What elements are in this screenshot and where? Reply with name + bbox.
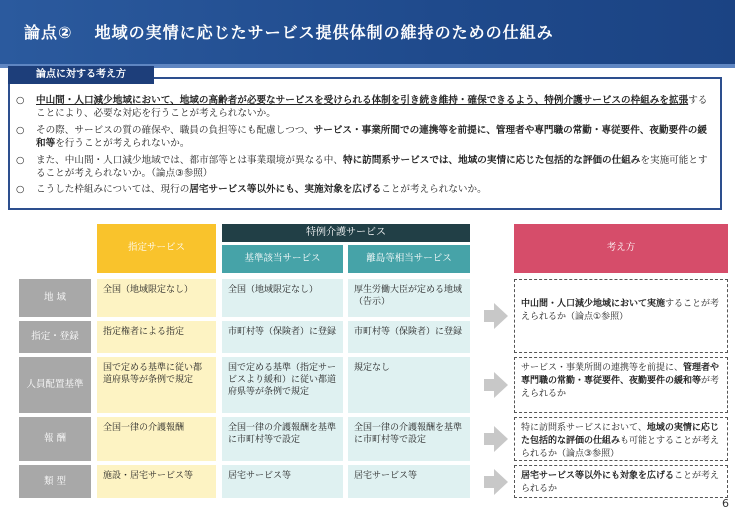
approach-text: ことが考えられるか <box>521 471 720 494</box>
approach-text: 管理者や専門職の常勤・専従要件、夜勤要件の緩和等 <box>521 363 720 386</box>
cell-remote: 居宅サービス等 <box>348 465 470 498</box>
bullet-text: こうした枠組みについては、現行の <box>36 184 190 196</box>
cell-standard: 全国一律の介護報酬を基準に市町村等で設定 <box>222 417 343 461</box>
cell-standard: 国で定める基準（指定サービスより緩和）に従い都道府県等が条例で規定 <box>222 357 343 413</box>
bullet-circle: ○ <box>16 154 25 166</box>
approach-text: 特に訪問系サービスにおいて、 <box>521 423 647 433</box>
issue-number: 論点② <box>24 23 73 42</box>
approach-result <box>514 357 728 413</box>
issue-title: 地域の実情に応じたサービス提供体制の維持のための仕組み <box>94 23 554 42</box>
approach-text: も可能とすることが考えられるか（論点③参照） <box>521 436 720 459</box>
row-label: 報 酬 <box>19 417 91 461</box>
cell-designated: 国で定める基準に従い都道府県等が条例で規定 <box>97 357 216 413</box>
approach-bullet <box>14 154 714 181</box>
approach-text: 中山間・人口減少地域において実施 <box>521 299 666 309</box>
approach-result <box>514 417 728 461</box>
approach-bullets <box>14 94 714 200</box>
approach-result <box>514 465 728 498</box>
approach-text: することが考えられるか（論点①参照） <box>521 299 720 322</box>
bullet-text: 特に訪問系サービスでは、地域の実情に応じた包括的な評価の仕組み <box>343 154 641 166</box>
cell-standard: 全国（地域限定なし） <box>222 279 343 317</box>
approach-text: 地域の実情に応じた包括的な評価の仕組み <box>521 423 719 446</box>
cell-remote: 厚生労働大臣が定める地域（告示） <box>348 279 470 317</box>
bullet-text: 中山間・人口減少地域において、地域の高齢者が必要なサービスを受けられる体制を引き続き維持・確保できるよう、特例介護サービスの枠組みを拡張 <box>36 95 689 106</box>
page-title <box>24 20 554 43</box>
bullet-text: また、中山間・人口減少地域では、都市部等とは事業環境が異なる中、 <box>36 154 343 166</box>
bullet-text: サービス・事業所間での連携等を前提に、管理者や専門職の常勤・専従要件、夜勤要件の緩和等 <box>36 124 707 150</box>
approach-text: サービス・事業所間の連携等を前提に、 <box>521 363 684 373</box>
row-label: 類 型 <box>19 465 91 498</box>
header-designated-service: 指定サービス <box>97 224 216 273</box>
bullet-text: を行うことが考えられないか。 <box>55 138 190 150</box>
bullet-text: その際、サービスの質の確保や、職員の負担等にも配慮しつつ、 <box>36 124 314 136</box>
bullet-text: を実施可能とすることが考えられないか。（論点③参照） <box>36 154 708 180</box>
cell-standard: 居宅サービス等 <box>222 465 343 498</box>
cell-designated: 施設・居宅サービス等 <box>97 465 216 498</box>
approach-text: が考えられるか <box>521 376 720 399</box>
bullet-circle: ○ <box>16 95 25 106</box>
bullet-circle: ○ <box>16 184 25 196</box>
approach-text: 居宅サービス等以外にも対象を広げる <box>521 471 675 481</box>
row-label: 地 域 <box>19 279 91 317</box>
row-label: 指定・登録 <box>19 321 91 353</box>
approach-box-tag: 論点に対する考え方 <box>8 66 154 84</box>
approach-result <box>514 279 728 353</box>
cell-standard: 市町村等（保険者）に登録 <box>222 321 343 353</box>
header-standard-service: 基準該当サービス <box>222 245 343 273</box>
cell-designated: 全国（地域限定なし） <box>97 279 216 317</box>
bullet-circle: ○ <box>16 124 25 136</box>
cell-remote: 市町村等（保険者）に登録 <box>348 321 470 353</box>
approach-bullet <box>14 183 714 196</box>
bullet-text: することにより、必要な対応を行うことが考えられないか。 <box>36 95 708 120</box>
bullet-text: ことが考えられないか。 <box>381 184 487 196</box>
approach-bullet <box>14 124 714 151</box>
cell-designated: 指定権者による指定 <box>97 321 216 353</box>
header-approach: 考え方 <box>514 224 728 273</box>
page-number: 6 <box>722 497 729 510</box>
cell-remote: 全国一律の介護報酬を基準に市町村等で設定 <box>348 417 470 461</box>
header-special-care-group: 特例介護サービス <box>222 224 470 242</box>
bullet-text: 居宅サービス等以外にも、実施対象を広げる <box>189 184 382 196</box>
row-label: 人員配置基準 <box>19 357 91 413</box>
approach-bullet <box>14 94 714 121</box>
header-remote-island-service: 離島等相当サービス <box>348 245 470 273</box>
cell-remote: 規定なし <box>348 357 470 413</box>
cell-designated: 全国一律の介護報酬 <box>97 417 216 461</box>
